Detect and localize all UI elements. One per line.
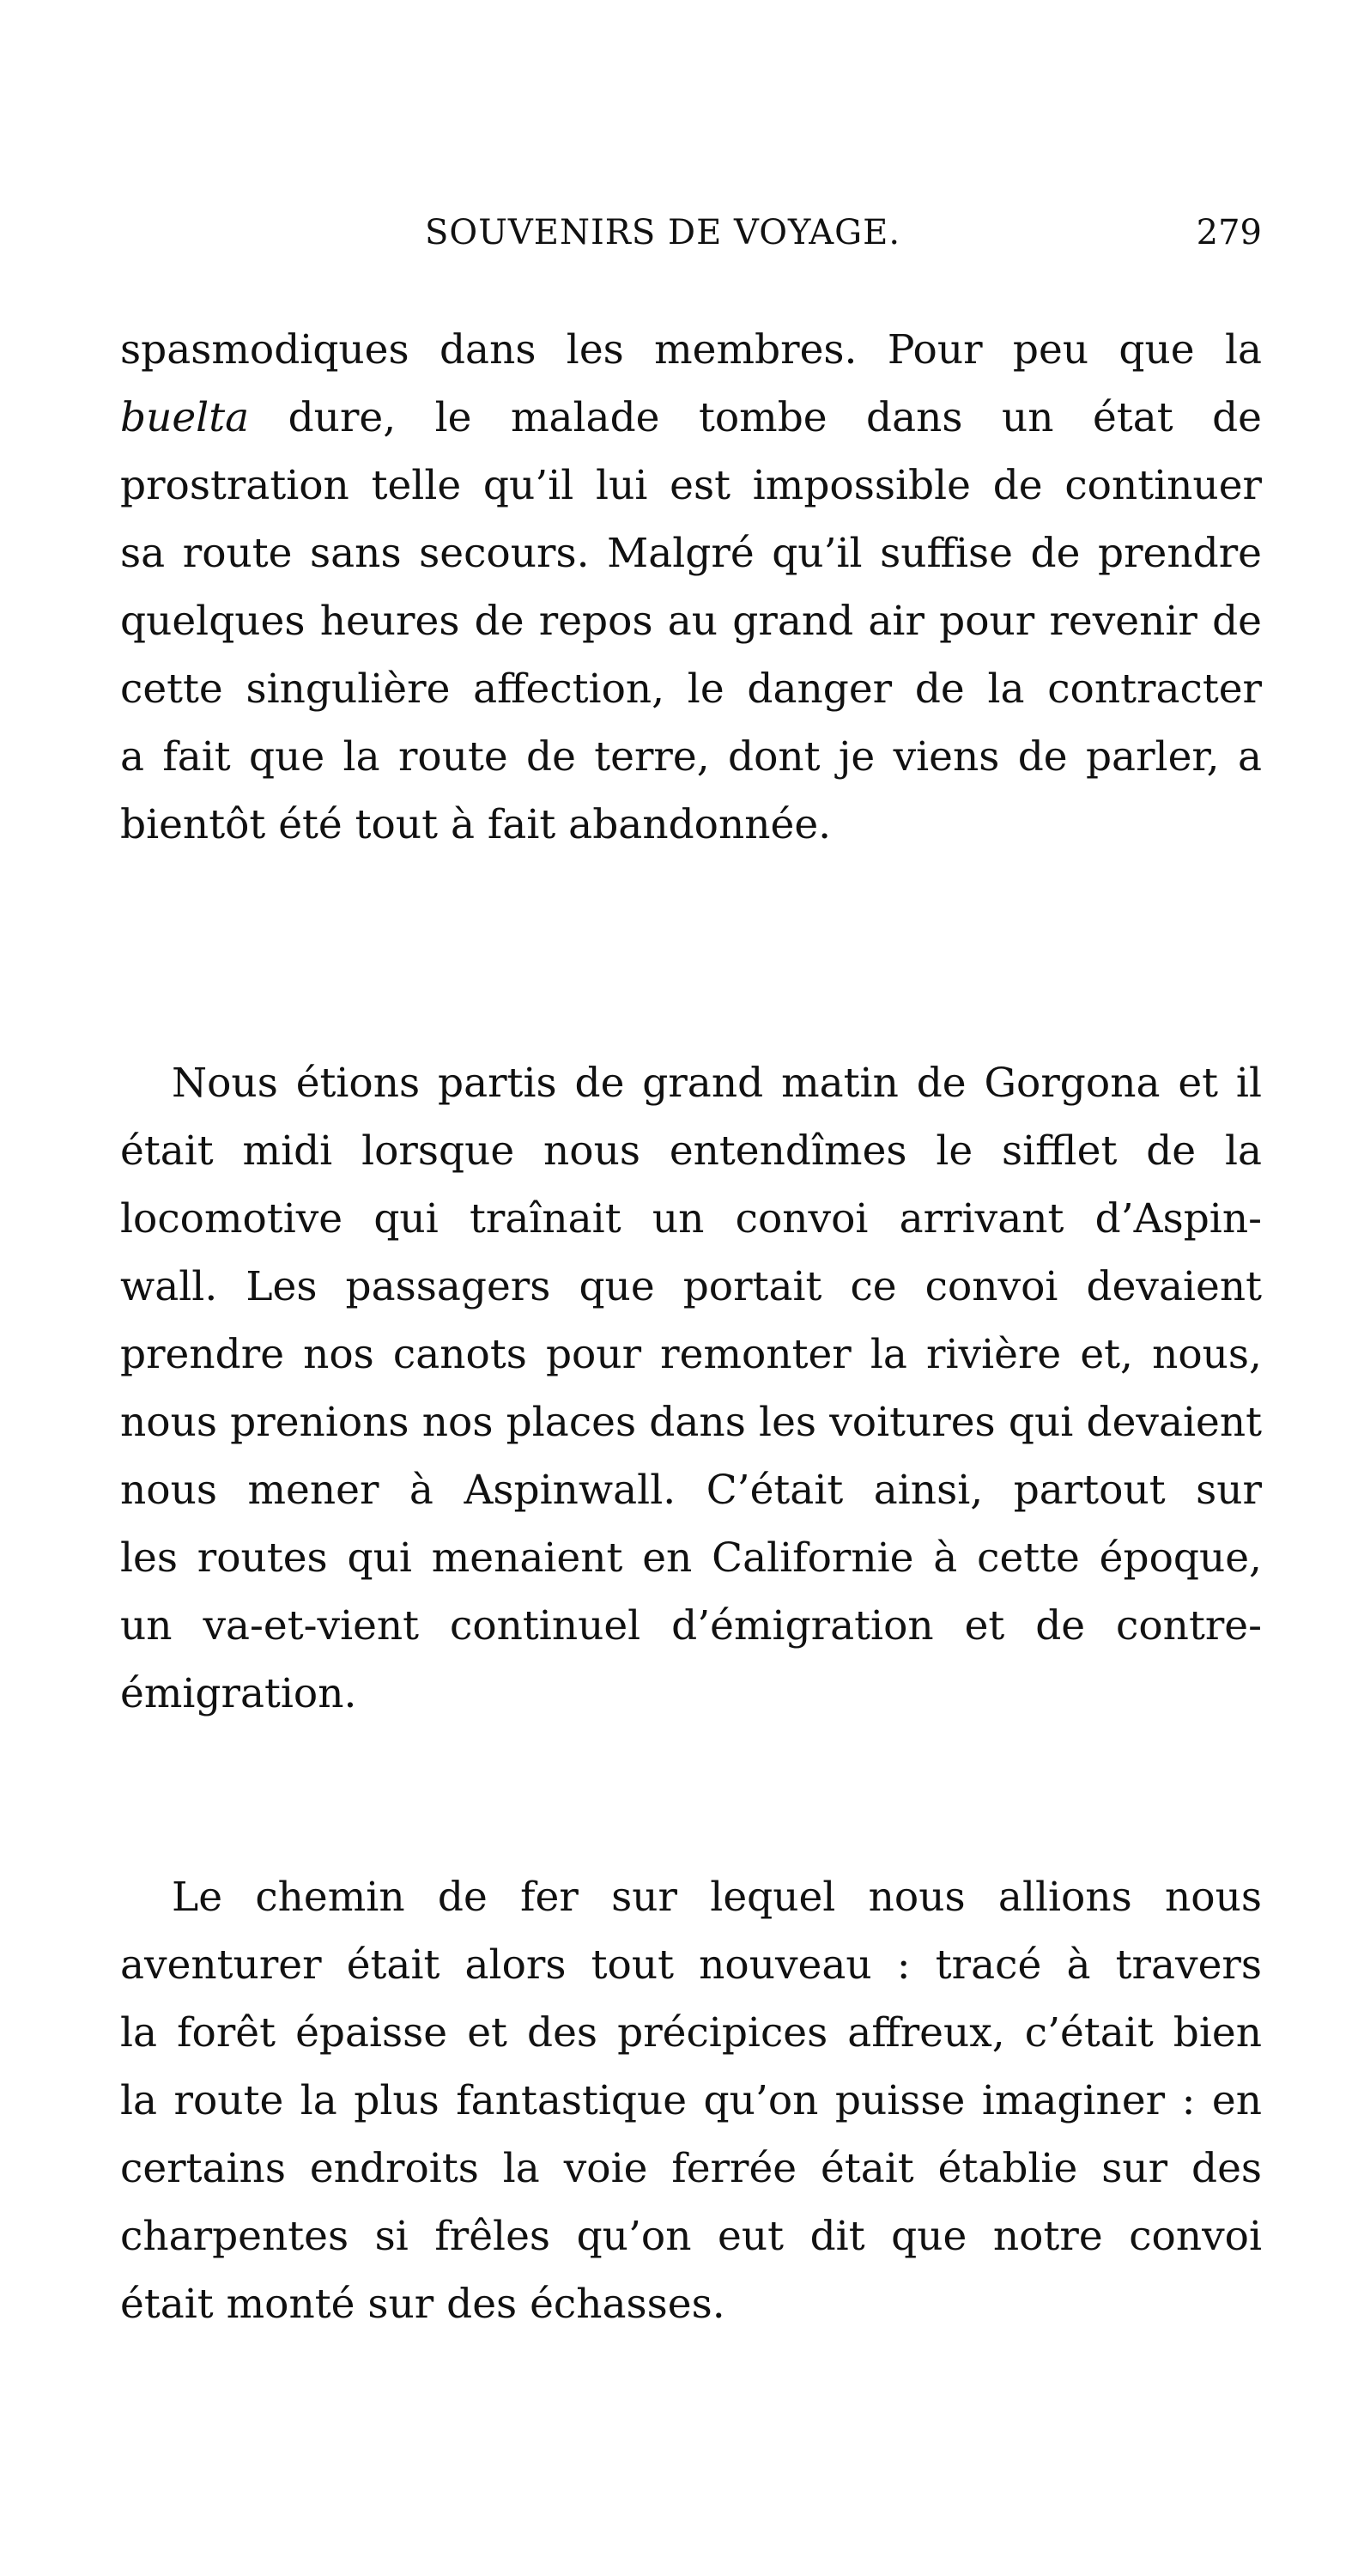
text-line: Nous étions partis de grand matin de Gorgona et il: [172, 1060, 1262, 1107]
text-line: bientôt été tout à fait abandonnée.: [120, 801, 832, 848]
text-line: la forêt épaisse et des précipices affreux, c’était bien: [120, 2009, 1262, 2057]
text-line: a fait que la route de terre, dont je viens de parler, a: [120, 733, 1262, 781]
text-line: prostration telle qu’il lui est impossible de continuer: [120, 462, 1262, 509]
text-line: nous prenions nos places dans les voitures qui devaient: [120, 1399, 1262, 1446]
text-line: certains endroits la voie ferrée était établie sur des: [120, 2145, 1262, 2192]
text-line: nous mener à Aspinwall. C’était ainsi, partout sur: [120, 1467, 1262, 1514]
text-line: Le chemin de fer sur lequel nous allions nous: [172, 1874, 1262, 1921]
text-line: prendre nos canots pour remonter la rivière et, nous,: [120, 1331, 1262, 1378]
text-line: la route la plus fantastique qu’on puisse imaginer : en: [120, 2077, 1262, 2124]
text-line: les routes qui menaient en Californie à cette époque,: [120, 1534, 1262, 1582]
paragraph-2: [120, 1049, 1262, 1728]
paragraph-3: [120, 1863, 1262, 2338]
running-head: [120, 213, 1262, 264]
italic-word: buelta: [120, 394, 250, 441]
text-line: sa route sans secours. Malgré qu’il suffise de prendre: [120, 530, 1262, 577]
text-line: wall. Les passagers que portait ce convoi devaient: [120, 1263, 1262, 1310]
text-line-rest: dure, le malade tombe dans un état de: [288, 394, 1262, 441]
text-line: un va-et-vient continuel d’émigration et de contre-: [120, 1602, 1262, 1649]
text-line: était midi lorsque nous entendîmes le sifflet de la: [120, 1127, 1262, 1175]
paragraph-1: [120, 316, 1262, 859]
text-line: spasmodiques dans les membres. Pour peu que la: [120, 326, 1262, 374]
text-line: aventurer était alors tout nouveau : tracé à travers: [120, 1941, 1262, 1989]
text-line: charpentes si frêles qu’on eut dit que notre convoi: [120, 2213, 1262, 2260]
text-line: émigration.: [120, 1670, 357, 1717]
page-number: 279: [1196, 213, 1262, 252]
text-line: quelques heures de repos au grand air pour revenir de: [120, 598, 1262, 645]
text-line: locomotive qui traînait un convoi arrivant d’Aspin-: [120, 1195, 1262, 1242]
text-line: cette singulière affection, le danger de la contracter: [120, 665, 1262, 713]
text-line: était monté sur des échasses.: [120, 2281, 725, 2328]
text-line: [120, 384, 1262, 452]
running-title: SOUVENIRS DE VOYAGE.: [425, 213, 901, 252]
